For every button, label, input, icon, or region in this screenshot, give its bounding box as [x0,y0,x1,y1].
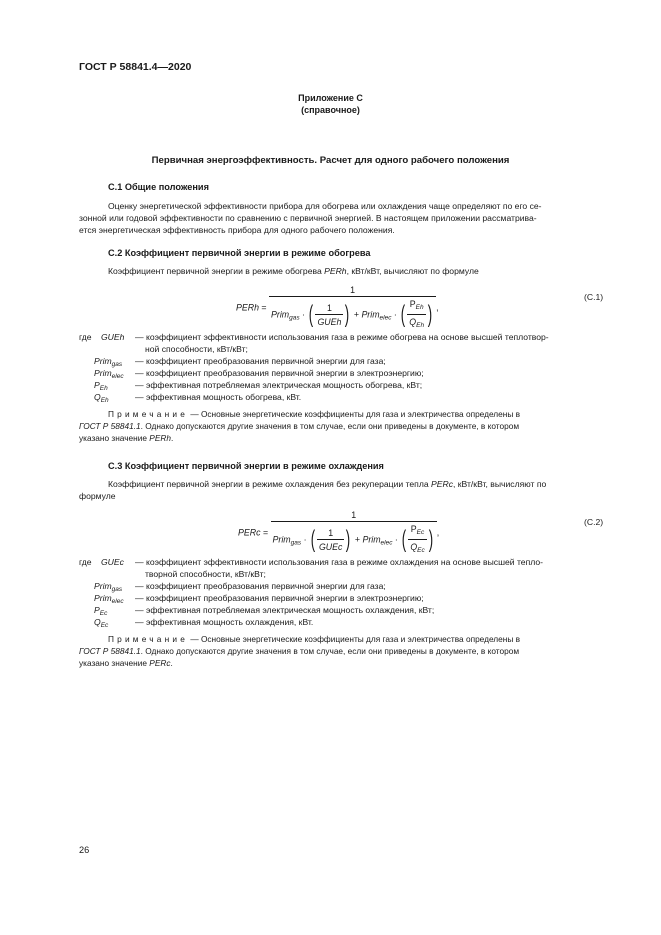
annex-main-title: Первичная энергоэффективность. Расчет для одного рабочего положения [151,155,510,166]
section-c3-intro: Коэффициент первичной энергии в режиме охлаждения без рекуперации тепла PERc, кВт/кВт, вычисляют по формуле [79,479,547,501]
formula-lhs: PERc [238,527,261,538]
text-line: ется энергетическая эффективность прибора для одного рабочего положения. [79,225,395,235]
page-number: 26 [79,845,90,855]
text-line: зонной или годовой эффективности по сравнению с первичной энергией. В настоящем приложении рассматрива- [79,213,537,223]
note-c2: Примечание — Основные энергетические коэффициенты для газа и электричества определены в ГОСТ Р 58841.1. Однако допускаются другие значения в том случае, если они приведены в документе, в котором указано значение PERh. [79,409,521,443]
equation-number-c1: (С.1) [584,292,604,302]
equation-number-c2: (С.2) [584,517,604,527]
note-c3: Примечание — Основные энергетические коэффициенты для газа и электричества определены в ГОСТ Р 58841.1. Однако допускаются другие значения в том случае, если они приведены в документе, в котором указано значение PERc. [79,634,521,668]
formula-lhs: PERh [236,302,259,313]
standard-designation: ГОСТ Р 58841.4—2020 [79,61,192,73]
section-c3-heading: С.3 Коэффициент первичной энергии в режиме охлаждения [108,461,384,471]
section-c2-heading: С.2 Коэффициент первичной энергии в режиме обогрева [108,248,371,258]
section-c1-heading: С.1 Общие положения [108,182,209,192]
note-label: Примечание [108,634,189,644]
main-fraction: 1 Prim$_{gas}$ · ( $\frac{1}{\text{GUEc}}$ ) + Prim$_{elec}$ · ( $\frac{P_{Ec}}{Q_{Ec}}$ ) [271,509,437,557]
section-c2-intro: Коэффициент первичной энергии в режиме обогрева PERh, кВт/кВт, вычисляют по формуле [108,266,479,276]
document-page: ГОСТ Р 58841.4—2020 Приложение С (справочное) Первичная энергоэффективность. Расчет для одного рабочего положения С.1 Общие положения Оценку энергетической эффективности прибора для обогрева или охлаждения чаще определяют по его се- зонной или годовой эффективности по сравнению с первичной энергией. В настоящем приложении рассматрива- ется энергетическая эффективность прибора для одного рабочего положения. С.2 Коэффициент первичной энергии в режиме обогрева Коэффициент первичной энергии в режиме обогрева PERh, кВт/кВт, вычисляют по формуле PERh = 1 Prim$_{gas}$ · ( $\frac{1}{\text{GUEh}}$ ) + Prim$_{elec}$ · ( $\frac{P_{Eh}}{Q_{Eh}}$ ) , (С.1) где GUEh — коэффициент эффективности использования газа в режиме обогрева на основе высшей теплотвор- ной способности, кВт/кВт; Prim$_{gas}$ — коэффициент преобразования первичной энергии для газа; Prim$_{elec}$ — коэффициент преобразования первичной энергии в электроэнергию; $P_{Eh}$ — эффективная потребляемая электрическая мощность обогрева, кВт; $Q_{Eh}$ — эффективная мощность обогрева, кВт. Примечание — Основные энергетические коэффициенты для газа и электричества определены в ГОСТ Р 58841.1. Однако допускаются другие значения в том случае, если они приведены в документе, в котором указано значение PERh. С.3 Коэффициент первичной энергии в режиме охлаждения Коэффициент первичной энергии в режиме охлаждения без рекуперации тепла PERc, кВт/кВт, вычисляют по формуле PERc = 1 Prim$_{gas}$ · ( $\frac{1}{\text{GUEc}}$ ) + Prim$_{elec}$ · ( $\frac{P_{Ec}}{Q_{Ec}}$ ) , (С.2) где GUEc — коэффициент эффективности использования газа в режиме охлаждения на основе высшей тепло- творной способности, кВт/кВт; Prim$_{gas}$ — коэффициент преобразования первичной энергии для газа; Prim$_{elec}$ — коэффициент преобразования первичной энергии в электроэнергию; $P_{Ec}$ — эффективная потребляемая электрическая мощность охлаждения, кВт; $Q_{Ec}$ — эффективная мощность охлаждения, кВт. Примечание — Основные энергетические коэффициенты для газа и электричества определены в ГОСТ Р 58841.1. Однако допускаются другие значения в том случае, если они приведены в документе, в котором указано значение PERc. 26 [0,0,661,935]
main-fraction: 1 Prim$_{gas}$ · ( $\frac{1}{\text{GUEh}}$ ) + Prim$_{elec}$ · ( $\frac{P_{Eh}}{Q_{Eh}}$ ) [269,284,436,332]
note-label: Примечание [108,409,189,419]
annex-status: (справочное) [301,105,360,115]
text-line: Оценку энергетической эффективности прибора для обогрева или охлаждения чаще определяют по его се- [108,201,542,211]
section-c1-text [79,200,614,236]
formula-c2: PERc = 1 Prim$_{gas}$ · ( $\frac{1}{\text{GUEc}}$ ) + Prim$_{elec}$ · ( $\frac{P_{Ec}}{Q_{Ec}}$ ) , [238,509,439,557]
formula-c1: PERh = 1 Prim$_{gas}$ · ( $\frac{1}{\text{GUEh}}$ ) + Prim$_{elec}$ · ( $\frac{P_{Eh}}{Q_{Eh}}$ ) , [236,284,439,332]
annex-title: Приложение С [298,93,363,103]
